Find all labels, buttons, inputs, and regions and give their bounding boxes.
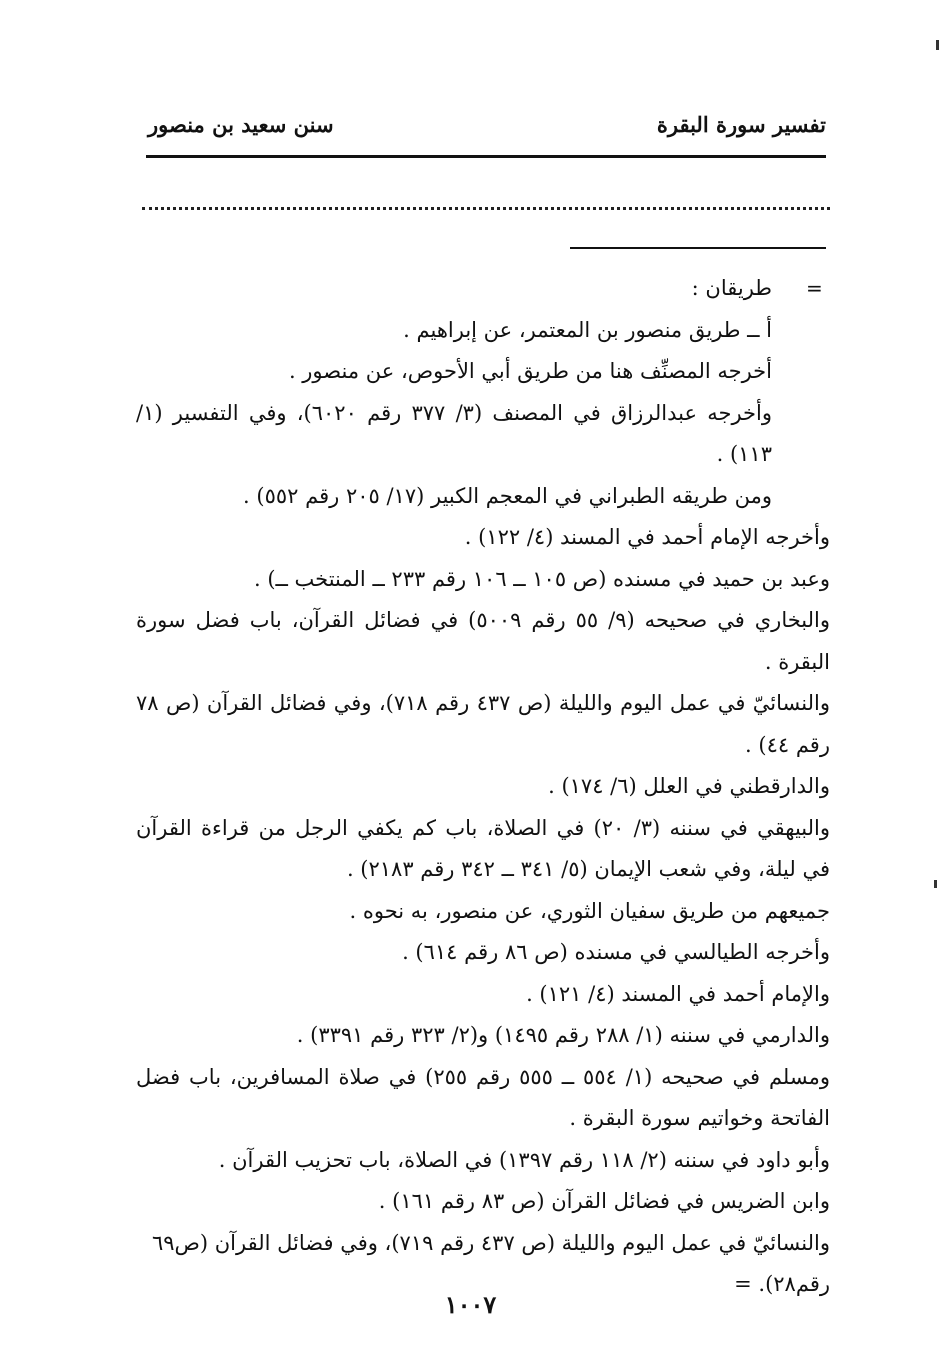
text-line: أخرجه المصنِّف هنا من طريق أبي الأحوص، عن منصور .	[288, 359, 772, 383]
text-line: طريقان :	[691, 276, 772, 300]
text-line: ومن طريقه الطبراني في المعجم الكبير (١٧/ ٢٠٥ رقم ٥٥٢) .	[243, 483, 772, 508]
book-title: سنن سعيد بن منصور	[148, 112, 334, 137]
text-line: وأخرجه عبدالرزاق في المصنف (٣/ ٣٧٧ رقم ٦٠٢٠)، وفي التفسير (١/ ١١٣) .	[136, 400, 773, 466]
page-number: ١٠٠٧	[444, 1290, 497, 1319]
text-line: والدارقطني في العلل (٦/ ١٧٤) .	[548, 774, 830, 798]
dotted-separator	[142, 207, 830, 210]
footnote-body	[136, 268, 830, 1306]
text-line: والنسائيّ في عمل اليوم والليلة (ص ٤٣٧ رقم ٧١٨)، وفي فضائل القرآن (ص ٧٨ رقم ٤٤) .	[136, 691, 830, 757]
text-line: وعبد بن حميد في مسنده (ص ١٠٥ ــ ١٠٦ رقم ٢٣٣ ــ المنتخب ــ) .	[254, 566, 830, 591]
text-line: وأخرجه الإمام أحمد في المسند (٤/ ١٢٢) .	[464, 525, 830, 549]
text-line: والدارمي في سننه (١/ ٢٨٨ رقم ١٤٩٥) و(٢/ ٣٢٣ رقم ٣٣٩١) .	[296, 1023, 830, 1047]
text-line: وأخرجه الطيالسي في مسنده (ص ٨٦ رقم ٦١٤) .	[402, 940, 830, 964]
text-line: وأبو داود في سننه (٢/ ١١٨ رقم ١٣٩٧) في الصلاة، باب تحزيب القرآن .	[218, 1147, 830, 1172]
footnote-rule	[570, 247, 826, 249]
continuation-mark: =	[806, 276, 823, 300]
chapter-title: تفسير سورة البقرة	[656, 112, 826, 137]
scan-edge-mark	[934, 880, 937, 888]
scan-edge-mark	[936, 40, 939, 50]
text-line: والنسائيّ في عمل اليوم والليلة (ص ٤٣٧ رقم ٧١٩)، وفي فضائل القرآن (ص٦٩ رقم٢٨). =	[151, 1230, 830, 1296]
header-rule	[146, 155, 826, 158]
text-line: أ ــ طريق منصور بن المعتمر، عن إبراهيم .	[403, 317, 772, 342]
text-line: والإمام أحمد في المسند (٤/ ١٢١) .	[526, 981, 830, 1006]
text-line: والبيهقي في سننه (٣/ ٢٠) في الصلاة، باب كم يكفي الرجل من قراءة القرآن في ليلة، وفي شعب الإيمان (٥/ ٣٤١ ــ ٣٤٢ رقم ٢١٨٣) .	[136, 815, 830, 881]
text-line: ومسلم في صحيحه (١/ ٥٥٤ ــ ٥٥٥ رقم ٢٥٥) في صلاة المسافرين، باب فضل الفاتحة وخواتيم سورة البقرة .	[136, 1064, 830, 1130]
text-line: والبخاري في صحيحه (٩/ ٥٥ رقم ٥٠٠٩) في فضائل القرآن، باب فضل سورة البقرة .	[136, 608, 830, 674]
text-line: وابن الضريس في فضائل القرآن (ص ٨٣ رقم ١٦١) .	[378, 1189, 830, 1213]
text-line: جميعهم من طريق سفيان الثوري، عن منصور، به نحوه .	[349, 898, 830, 923]
running-header	[148, 112, 826, 146]
